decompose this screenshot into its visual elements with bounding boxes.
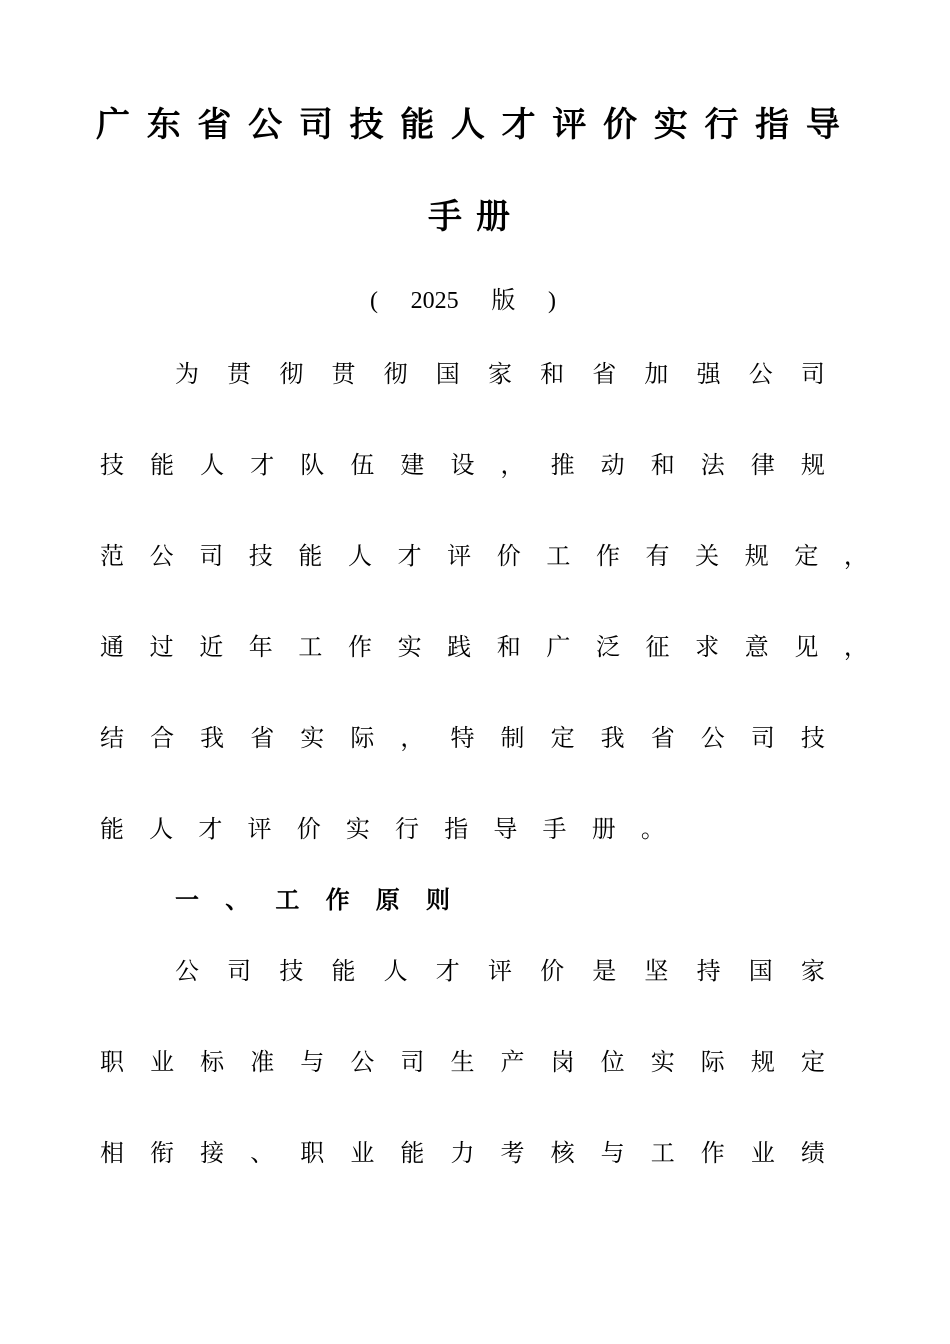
paragraph-line [100,1137,825,1169]
text-char: 职 [300,1139,325,1167]
text-char: 能 [331,957,356,985]
text-char: 关 [695,542,720,570]
text-char: 泛 [595,633,620,661]
text-char: 动 [600,451,625,479]
text-char: 定 [550,724,575,752]
text-char: 我 [600,724,625,752]
text-char: 业 [750,1139,775,1167]
text-char: 见 [794,633,819,661]
text-char: 司 [298,105,333,145]
text-char: 我 [200,724,225,752]
text-char: 公 [149,542,174,570]
text-char: 司 [800,360,825,388]
edition-part: 版 [491,288,516,314]
text-char: 省 [650,724,675,752]
text-char: 公 [350,1048,375,1076]
text-char: 技 [100,451,124,479]
section-heading [175,884,450,916]
text-char: 册 [591,815,616,843]
text-char: 彻 [279,360,304,388]
paragraph-line [100,631,868,663]
text-char: 实 [397,633,422,661]
text-char: 伍 [350,451,375,479]
text-char: 能 [100,815,124,843]
edition-part: ) [547,288,556,314]
paragraph-line [100,813,665,845]
text-char: ， [843,633,868,661]
text-char: 核 [550,1139,575,1167]
text-char: 特 [450,724,475,752]
text-char: 征 [645,633,670,661]
text-char: 规 [800,451,825,479]
text-char: 国 [435,360,460,388]
text-char: 际 [350,724,375,752]
text-char: 作 [325,886,350,914]
text-char: ， [843,542,868,570]
text-char: 指 [444,815,469,843]
text-char: 行 [395,815,420,843]
text-char: 持 [696,957,721,985]
text-char: 强 [696,360,721,388]
text-char: 工 [650,1139,675,1167]
text-char: 产 [500,1048,525,1076]
text-char: 法 [700,451,725,479]
edition-part: 2025 [410,288,459,314]
document-title-line-2 [428,195,510,239]
text-char: 过 [149,633,174,661]
text-char: 技 [279,957,304,985]
text-char: 贯 [227,360,252,388]
text-char: 和 [650,451,675,479]
text-char: 际 [700,1048,725,1076]
text-char: 广 [546,633,571,661]
text-char: 公 [748,360,773,388]
text-char: 有 [645,542,670,570]
text-char: 定 [794,542,819,570]
text-char: 作 [700,1139,725,1167]
text-char: 司 [227,957,252,985]
text-char: 技 [349,105,384,145]
text-char: 坚 [644,957,669,985]
text-char: 司 [400,1048,425,1076]
text-char: 和 [496,633,521,661]
text-char: 行 [704,105,739,145]
text-char: 队 [300,451,325,479]
text-char: 准 [250,1048,275,1076]
text-char: 价 [296,815,321,843]
text-char: 。 [640,815,665,843]
text-char: 技 [800,724,825,752]
text-char: 范 [100,542,124,570]
text-char: ， [500,451,525,479]
text-char: 实 [650,1048,675,1076]
text-char: 考 [500,1139,525,1167]
text-char: 作 [347,633,372,661]
text-char: 广 [96,105,130,145]
text-char: 设 [450,451,475,479]
paragraph-line [100,722,825,754]
text-char: 实 [300,724,325,752]
text-char: 规 [744,542,769,570]
text-char: 人 [200,451,225,479]
text-char: 接 [200,1139,225,1167]
text-char: 位 [600,1048,625,1076]
text-char: 加 [644,360,669,388]
paragraph-line [100,1046,825,1078]
text-char: 律 [750,451,775,479]
text-char: 才 [250,451,275,479]
text-char: 一 [175,886,199,914]
text-char: 结 [100,724,124,752]
text-char: 贯 [331,360,356,388]
text-char: 业 [350,1139,375,1167]
text-char: 作 [595,542,620,570]
text-char: 家 [800,957,825,985]
text-char: 业 [150,1048,175,1076]
text-char: 践 [447,633,472,661]
text-char: 省 [592,360,617,388]
text-char: 实 [653,105,688,145]
text-char: 建 [400,451,425,479]
text-char: 通 [100,633,124,661]
text-char: 定 [800,1048,825,1076]
text-char: 评 [447,542,472,570]
text-char: 则 [425,886,450,914]
text-char: 相 [100,1139,124,1167]
text-char: 力 [450,1139,475,1167]
text-char: 公 [175,957,199,985]
text-char: 工 [275,886,300,914]
text-char: 才 [501,105,536,145]
text-char: 才 [435,957,460,985]
text-char: 评 [487,957,512,985]
text-char: 和 [540,360,565,388]
text-char: 公 [248,105,283,145]
text-char: 家 [487,360,512,388]
text-char: 标 [200,1048,225,1076]
text-char: 人 [383,957,408,985]
text-char: 公 [700,724,725,752]
text-char: 原 [375,886,400,914]
text-char: 绩 [800,1139,825,1167]
paragraph-line [100,540,868,572]
text-char: 衔 [150,1139,175,1167]
text-char: 生 [450,1048,475,1076]
text-char: 司 [750,724,775,752]
text-char: 导 [493,815,518,843]
text-char: 司 [199,542,224,570]
text-char: 合 [150,724,175,752]
text-char: 工 [298,633,323,661]
text-char: 与 [300,1048,325,1076]
text-char: 人 [149,815,174,843]
text-char: 实 [345,815,370,843]
text-char: 规 [750,1048,775,1076]
text-char: 制 [500,724,525,752]
text-char: 、 [225,886,250,914]
text-char: 近 [199,633,224,661]
text-char: 省 [197,105,232,145]
text-char: 彻 [383,360,408,388]
text-char: 指 [755,105,790,145]
text-char: 与 [600,1139,625,1167]
text-char: 职 [100,1048,124,1076]
text-char: ， [400,724,425,752]
text-char: 能 [298,542,323,570]
text-char: 评 [247,815,272,843]
text-char: 手 [542,815,567,843]
text-char: 价 [603,105,638,145]
text-char: 求 [695,633,720,661]
text-char: 为 [175,360,199,388]
text-char: 能 [400,1139,425,1167]
text-char: 岗 [550,1048,575,1076]
document-title-line-1 [96,103,840,147]
text-char: 意 [744,633,769,661]
text-char: 人 [347,542,372,570]
paragraph-line [175,358,825,390]
text-char: 能 [150,451,175,479]
text-char: 才 [198,815,223,843]
text-char: 、 [250,1139,275,1167]
text-char: 技 [248,542,273,570]
paragraph-line [175,955,825,987]
text-char: 导 [805,105,840,145]
text-char: 东 [146,105,181,145]
text-char: 省 [250,724,275,752]
text-char: 手 [428,197,462,237]
text-char: 年 [248,633,273,661]
text-char: 价 [540,957,565,985]
edition-part: ( [370,288,378,314]
text-char: 推 [550,451,575,479]
edition-label [370,285,556,317]
text-char: 能 [400,105,435,145]
text-char: 国 [748,957,773,985]
text-char: 是 [592,957,617,985]
text-char: 价 [496,542,521,570]
text-char: 工 [546,542,571,570]
text-char: 人 [450,105,485,145]
text-char: 才 [397,542,422,570]
text-char: 册 [476,197,510,237]
text-char: 评 [552,105,587,145]
paragraph-line [100,449,825,481]
